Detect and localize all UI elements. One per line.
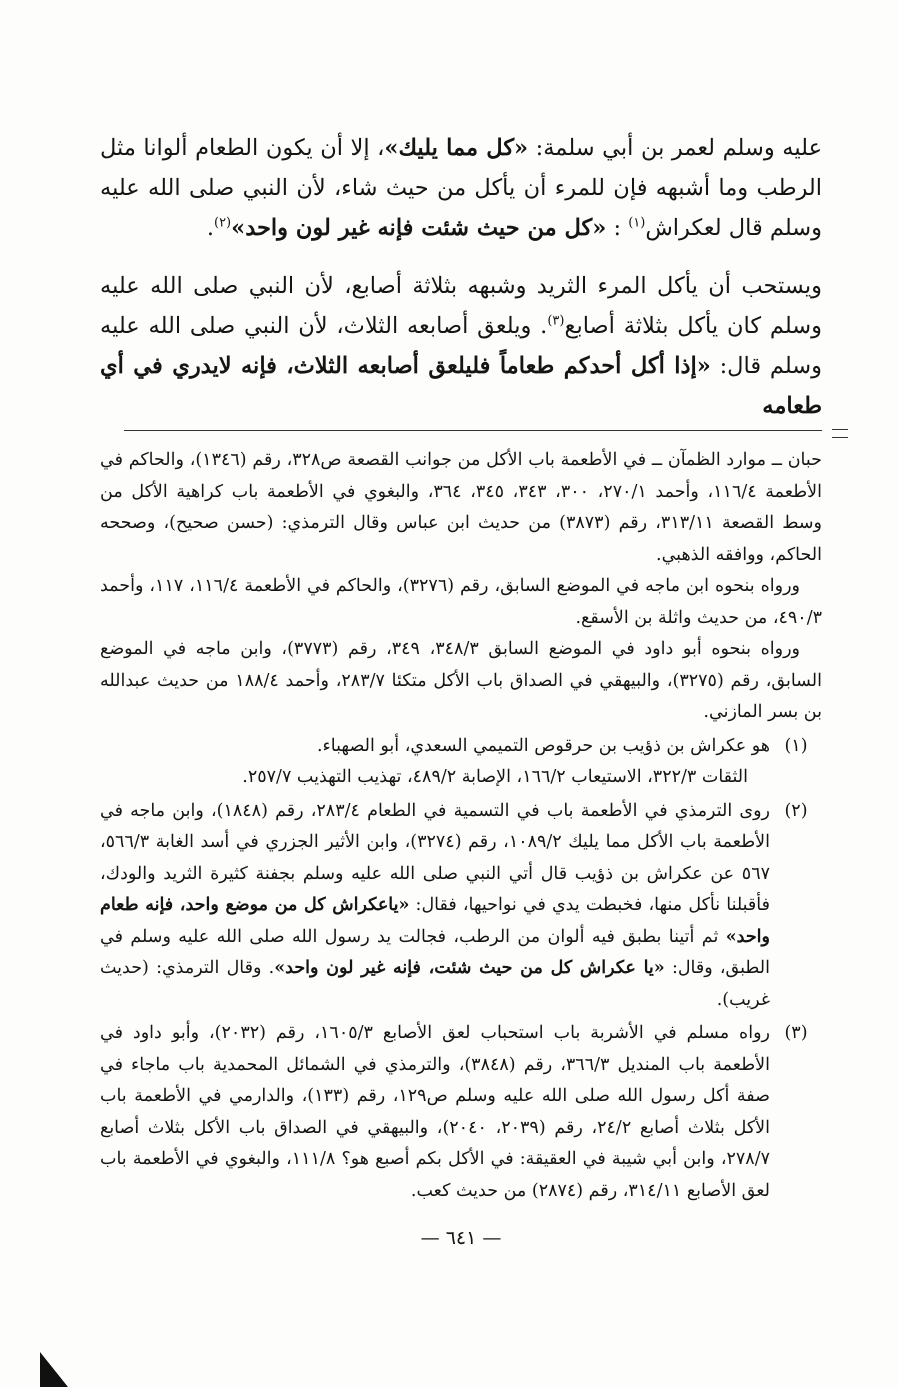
text-run: . وقال الترمذي: (حديث غريب). [100, 958, 770, 1010]
text-run: : [606, 215, 629, 241]
corner-triangle-mark [40, 1352, 68, 1387]
text-run: . ويلعق أصابعه الثلاث، لأن النبي صلى الله عليه وسلم قال: [100, 313, 822, 379]
footnote-text: رواه مسلم في الأشربة باب استحباب لعق الأصابع ١٦٠٥/٣، رقم (٢٠٣٢)، وأبو داود في الأطعمة باب المنديل ٣٦٦/٣، رقم (٣٨٤٨)، والترمذي في الشمائل المحمدية باب ماجاء في صفة أكل رسول الله صلى الله عليه وسلم ص١٢٩، رقم (١٣٣)، والدارمي في الأطعمة باب الأكل بثلاث أصابع ٢٤/٢، رقم (٢٠٣٩، ٢٠٤٠)، والبيهقي في الصداق باب الأكل بثلاث أصابع ٢٧٨/٧، وابن أبي شيبة في العقيقة: في الأكل بكم أصبع هو؟ ١١١/٨، والبغوي في الأطعمة باب لعق الأصابع ٣١٤/١١، رقم (٢٨٧٤) من حديث كعب. [100, 1023, 770, 1201]
footnote-text: هو عكراش بن ذؤيب بن حرقوص التميمي السعدي، أبو الصهباء. [316, 735, 770, 756]
footnote-ref-1[interactable]: (١) [628, 215, 646, 231]
footnote-ref-3[interactable]: (٣) [547, 313, 565, 329]
text-run: . [206, 215, 214, 241]
footnote-continued [100, 445, 822, 729]
main-text [100, 128, 822, 426]
hadith-quote: «كل مما يليك» [384, 135, 529, 161]
hadith-quote: «ياعكراش كل من موضع واحد، فإنه طعام واحد» [100, 895, 770, 947]
footnote-separator [124, 430, 822, 443]
footnote-2 [100, 796, 822, 1017]
text-run: عليه وسلم لعمر بن أبي سلمة: [528, 135, 822, 161]
page-number: — ٦٤١ — [420, 1227, 502, 1249]
footnote-number: (٣) [784, 1023, 808, 1043]
footnote-body [100, 796, 770, 1017]
footnote-continued-para: ورواه بنحوه أبو داود في الموضع السابق ٣٤٨/٣، ٣٤٩، رقم (٣٧٧٣)، وابن ماجه في الموضع السابق، رقم (٣٢٧٥)، والبيهقي في الصداق باب الأكل متكئا ٢٨٣/٧، وأحمد ١٨٨/٤ من حديث عبدالله بن بسر المازني. [100, 639, 822, 722]
footnote-continued-para: حبان ــ موارد الظمآن ــ في الأطعمة باب الأكل من جوانب القصعة ص٣٢٨، رقم (١٣٤٦)، والحاكم في الأطعمة ١١٦/٤، وأحمد ٢٧٠/١، ٣٠٠، ٣٤٣، ٣٤٥، ٣٦٤، والبغوي في الأطعمة باب كراهية الأكل من وسط القصعة ٣١٣/١١، رقم (٣٨٧٣) من حديث ابن عباس وقال الترمذي: (حسن صحيح)، وصححه الحاكم، ووافقه الذهبي. [100, 450, 822, 565]
footnote-text [100, 796, 770, 1017]
text-run: روى الترمذي في الأطعمة باب في التسمية في الطعام ٢٨٣/٤، رقم (١٨٤٨)، وابن ماجه في الأطعمة باب الأكل مما يليك ١٠٨٩/٢، رقم (٣٢٧٤)، وابن الأثير الجزري في أسد الغابة ٥٦٦/٣، ٥٦٧ عن عكراش بن ذؤيب قال أتي النبي صلى الله عليه وسلم بجفنة كثيرة الثريد والودك، فأقبلنا نأكل منها، فخبطت يدي في نواحيها، فقال: [100, 800, 770, 915]
footnote-body [100, 731, 770, 794]
continuation-mark [832, 429, 848, 438]
hadith-quote: «كل من حيث شئت فإنه غير لون واحد» [231, 215, 607, 241]
text-run: ، إلا أن يكون الطعام ألوانا مثل الرطب وما أشبهه فإن للمرء أن يأكل من حيث شاء، لأن النبي صلى الله عليه وسلم قال لعكراش [100, 135, 822, 241]
paragraph-1 [100, 128, 822, 248]
footnote-ref-2[interactable]: (٢) [213, 215, 232, 231]
paragraph-2 [100, 266, 822, 426]
footnote-continued-para: ورواه بنحوه ابن ماجه في الموضع السابق، رقم (٣٢٧٦)، والحاكم في الأطعمة ١١٦/٤، ١١٧، وأحمد ٤٩٠/٣، من حديث واثلة بن الأسقع. [100, 576, 822, 628]
footnote-1 [100, 731, 822, 794]
page [100, 128, 822, 1249]
text-run: ويستحب أن يأكل المرء الثريد وشبهه بثلاثة أصابع، لأن النبي صلى الله عليه وسلم كان يأكل بثلاثة أصابع [100, 273, 823, 339]
hadith-quote: «يا عكراش كل من حيث شئت، فإنه غير لون واحد» [274, 958, 665, 978]
footnote-number: (٢) [784, 800, 808, 821]
hadith-quote: «إذا أكل أحدكم طعاماً فليلعق أصابعه الثلاث، فإنه لايدري في أي طعامه [100, 353, 822, 419]
footnotes [100, 445, 822, 1207]
footnote-number: (١) [784, 735, 808, 756]
text-run: ثم أتينا بطبق فيه ألوان من الرطب، فجالت يد رسول الله صلى الله عليه وسلم في الطبق، وقال: [100, 926, 770, 978]
footnote-sources: الثقات ٣٢٢/٣، الاستيعاب ١٦٦/٢، الإصابة ٤٨٩/٢، تهذيب التهذيب ٢٥٧/٧. [242, 767, 748, 787]
footnote-3 [100, 1018, 822, 1207]
footnote-body [100, 1018, 770, 1207]
